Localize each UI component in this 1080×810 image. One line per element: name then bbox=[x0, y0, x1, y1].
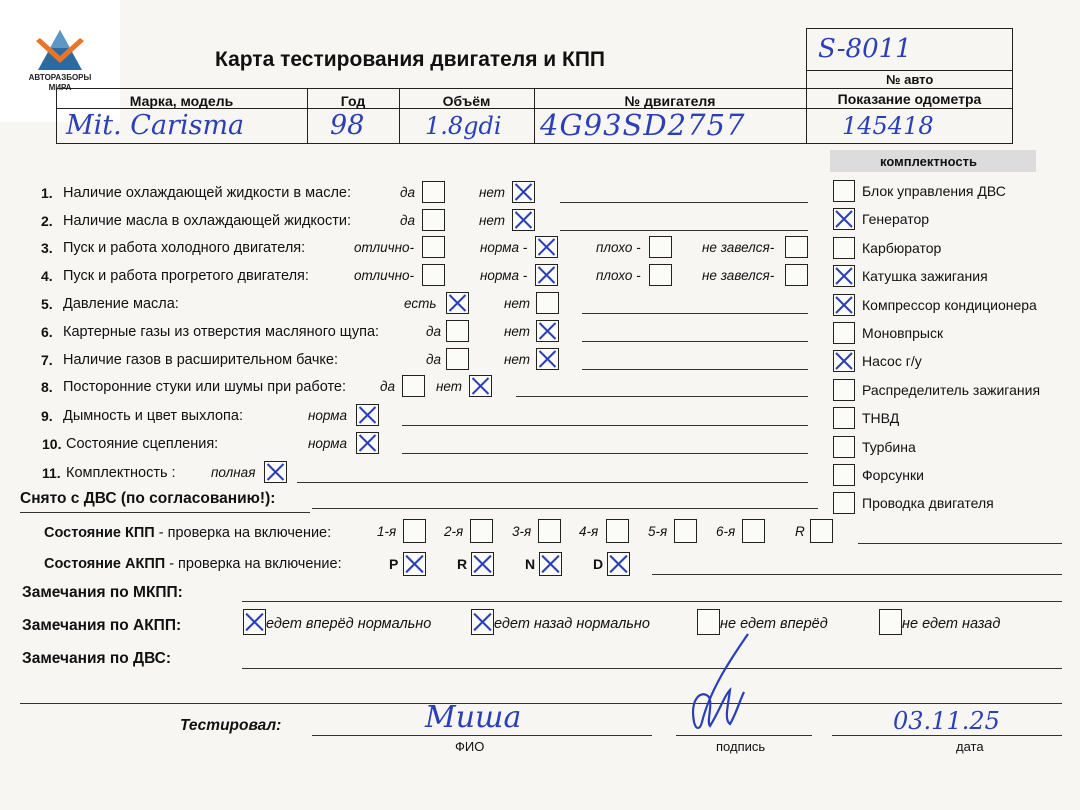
value-volume: 1.8gdi bbox=[425, 112, 502, 140]
completeness-checkbox[interactable] bbox=[833, 379, 855, 401]
check-mark-icon bbox=[513, 182, 534, 202]
akpp-remark-checkbox[interactable] bbox=[243, 609, 266, 635]
option-checkbox[interactable] bbox=[535, 264, 558, 286]
item-label: Состояние сцепления: bbox=[66, 436, 219, 452]
answer-line bbox=[516, 396, 808, 397]
option-label: да bbox=[400, 185, 415, 200]
value-odometer: 145418 bbox=[842, 112, 934, 140]
value-year: 98 bbox=[330, 110, 365, 141]
answer-line bbox=[560, 230, 808, 231]
check-mark-icon bbox=[834, 295, 854, 315]
akpp-label: Состояние АКПП - проверка на включение: bbox=[44, 556, 342, 572]
header-col-volume: Объём bbox=[442, 93, 491, 109]
check-mark-icon bbox=[834, 266, 854, 286]
kpp-gear-label: 4-я bbox=[579, 524, 599, 539]
item-number: 7. bbox=[41, 352, 53, 368]
completeness-item-label: Компрессор кондиционера bbox=[862, 296, 1037, 313]
kpp-gear-label: 5-я bbox=[648, 524, 668, 539]
check-mark-icon bbox=[447, 293, 468, 313]
akpp-remark-label: едет вперёд нормально bbox=[266, 616, 432, 632]
check-mark-icon bbox=[536, 237, 557, 257]
remarks-mkpp-label: Замечания по МКПП: bbox=[22, 584, 183, 601]
item-label: Посторонние стуки или шумы при работе: bbox=[63, 379, 347, 395]
check-mark-icon bbox=[608, 553, 629, 575]
header-col-year: Год bbox=[340, 93, 366, 109]
date-value: 03.11.25 bbox=[893, 707, 1000, 735]
completeness-checkbox[interactable] bbox=[833, 265, 855, 287]
completeness-item-label: Насос г/у bbox=[862, 353, 922, 370]
check-mark-icon bbox=[472, 610, 493, 634]
kpp-gear-checkbox[interactable] bbox=[810, 519, 833, 543]
check-mark-icon bbox=[537, 321, 558, 341]
option-checkbox[interactable] bbox=[422, 209, 445, 231]
akpp-gear-checkbox[interactable] bbox=[539, 552, 562, 576]
completeness-checkbox[interactable] bbox=[833, 208, 855, 230]
check-mark-icon bbox=[265, 462, 286, 482]
kpp-label: Состояние КПП - проверка на включение: bbox=[44, 525, 332, 541]
item-label: Наличие охлаждающей жидкости в масле: bbox=[63, 185, 351, 201]
akpp-remark-checkbox[interactable] bbox=[471, 609, 494, 635]
option-label: полная bbox=[211, 465, 256, 480]
option-label: нет bbox=[504, 296, 531, 311]
item-number: 8. bbox=[41, 379, 53, 395]
option-checkbox[interactable] bbox=[422, 264, 445, 286]
option-label: нет bbox=[436, 379, 463, 394]
remarks-akpp-label: Замечания по АКПП: bbox=[22, 617, 182, 634]
option-checkbox[interactable] bbox=[536, 292, 559, 314]
completeness-item-label: Карбюратор bbox=[862, 239, 942, 256]
completeness-item-label: ТНВД bbox=[862, 410, 900, 427]
kpp-gear-label: R bbox=[795, 524, 805, 539]
item-number: 1. bbox=[41, 185, 53, 201]
check-mark-icon bbox=[244, 610, 265, 634]
completeness-item-label: Распределитель зажигания bbox=[862, 381, 1041, 398]
removed-label: Снято с ДВС (по согласованию!): bbox=[20, 490, 276, 507]
kpp-gear-checkbox[interactable] bbox=[742, 519, 765, 543]
completeness-item-label: Турбина bbox=[862, 438, 916, 455]
option-label: есть bbox=[404, 296, 437, 311]
kpp-gear-label: 2-я bbox=[444, 524, 464, 539]
option-checkbox[interactable] bbox=[785, 264, 808, 286]
option-checkbox[interactable] bbox=[356, 432, 379, 454]
option-label: норма - bbox=[480, 268, 528, 283]
option-label: нет bbox=[504, 352, 531, 367]
option-checkbox[interactable] bbox=[422, 236, 445, 258]
completeness-item-label: Генератор bbox=[862, 211, 930, 228]
option-label: нет bbox=[479, 213, 506, 228]
akpp-remark-label: не едет вперёд bbox=[720, 616, 828, 632]
item-label: Давление масла: bbox=[63, 296, 179, 312]
logo-line1: АВТОРАЗБОРЫ bbox=[28, 73, 92, 82]
option-label: отлично- bbox=[354, 268, 414, 283]
option-checkbox[interactable] bbox=[469, 375, 492, 397]
item-number: 5. bbox=[41, 296, 53, 312]
completeness-checkbox[interactable] bbox=[833, 322, 855, 344]
akpp-gear-label: D bbox=[593, 556, 604, 572]
akpp-gear-label: R bbox=[457, 556, 468, 572]
akpp-gear-checkbox[interactable] bbox=[607, 552, 630, 576]
header-col-engine-number: № двигателя bbox=[624, 93, 716, 109]
option-label: плохо - bbox=[596, 240, 641, 255]
option-checkbox[interactable] bbox=[512, 181, 535, 203]
completeness-checkbox[interactable] bbox=[833, 492, 855, 514]
value-model: Mit. Carisma bbox=[66, 110, 245, 141]
completeness-item-label: Катушка зажигания bbox=[862, 268, 988, 285]
item-number: 3. bbox=[41, 240, 53, 256]
value-engine-number: 4G93SD2757 bbox=[540, 108, 746, 142]
answer-line bbox=[582, 313, 808, 314]
item-label: Дымность и цвет выхлопа: bbox=[63, 408, 243, 424]
kpp-gear-label: 6-я bbox=[716, 524, 736, 539]
akpp-gear-checkbox[interactable] bbox=[403, 552, 426, 576]
option-checkbox[interactable] bbox=[649, 236, 672, 258]
auto-number-value: S-8011 bbox=[818, 34, 912, 64]
signature-caption: подпись bbox=[716, 739, 766, 754]
akpp-remark-checkbox[interactable] bbox=[879, 609, 902, 635]
option-checkbox[interactable] bbox=[356, 404, 379, 426]
option-checkbox[interactable] bbox=[422, 181, 445, 203]
check-mark-icon bbox=[472, 553, 493, 575]
check-mark-icon bbox=[404, 553, 425, 575]
page-title: Карта тестирования двигателя и КПП bbox=[215, 48, 606, 71]
kpp-gear-checkbox[interactable] bbox=[470, 519, 493, 543]
option-label: да bbox=[400, 213, 415, 228]
option-checkbox[interactable] bbox=[649, 264, 672, 286]
check-mark-icon bbox=[513, 210, 534, 230]
option-label: не завелся- bbox=[702, 240, 775, 255]
answer-line bbox=[560, 202, 808, 203]
option-label: нет bbox=[504, 324, 531, 339]
option-label: отлично- bbox=[354, 240, 414, 255]
check-mark-icon bbox=[834, 351, 854, 371]
option-label: нет bbox=[479, 185, 506, 200]
completeness-item-label: Блок управления ДВС bbox=[862, 183, 1006, 199]
header-col-model: Марка, модель bbox=[129, 93, 234, 109]
kpp-gear-checkbox[interactable] bbox=[403, 519, 426, 543]
item-number: 9. bbox=[41, 408, 53, 424]
option-checkbox[interactable] bbox=[446, 348, 469, 370]
answer-line bbox=[402, 425, 808, 426]
tested-label: Тестировал: bbox=[180, 717, 282, 734]
option-checkbox[interactable] bbox=[446, 320, 469, 342]
completeness-item-label: Форсунки bbox=[862, 467, 924, 483]
logo-line2: МИРА bbox=[48, 83, 72, 92]
item-number: 6. bbox=[41, 324, 53, 340]
check-mark-icon bbox=[357, 433, 378, 453]
signature bbox=[660, 630, 780, 740]
option-label: да bbox=[380, 379, 395, 394]
option-label: не завелся- bbox=[702, 268, 775, 283]
completeness-item-label: Моновпрыск bbox=[862, 325, 944, 341]
check-mark-icon bbox=[540, 553, 561, 575]
item-label: Пуск и работа холодного двигателя: bbox=[63, 240, 306, 256]
option-label: плохо - bbox=[596, 268, 641, 283]
check-mark-icon bbox=[470, 376, 491, 396]
completeness-checkbox[interactable] bbox=[833, 407, 855, 429]
option-checkbox[interactable] bbox=[785, 236, 808, 258]
date-caption: дата bbox=[956, 739, 984, 754]
akpp-gear-label: P bbox=[389, 556, 399, 572]
completeness-checkbox[interactable] bbox=[833, 350, 855, 372]
answer-line bbox=[582, 369, 808, 370]
option-label: да bbox=[426, 352, 441, 367]
item-number: 10. bbox=[42, 436, 62, 452]
option-checkbox[interactable] bbox=[536, 320, 559, 342]
kpp-gear-checkbox[interactable] bbox=[538, 519, 561, 543]
option-label: норма bbox=[308, 436, 348, 451]
kpp-gear-label: 3-я bbox=[512, 524, 532, 539]
remarks-dvs-label: Замечания по ДВС: bbox=[22, 650, 172, 667]
option-checkbox[interactable] bbox=[536, 348, 559, 370]
option-checkbox[interactable] bbox=[535, 236, 558, 258]
item-label: Картерные газы из отверстия масляного щупа: bbox=[63, 324, 380, 340]
item-label: Наличие масла в охлаждающей жидкости: bbox=[63, 213, 351, 229]
completeness-checkbox[interactable] bbox=[833, 464, 855, 486]
option-checkbox[interactable] bbox=[264, 461, 287, 483]
answer-line bbox=[297, 482, 808, 483]
check-mark-icon bbox=[536, 265, 557, 285]
kpp-gear-checkbox[interactable] bbox=[674, 519, 697, 543]
option-label: да bbox=[426, 324, 441, 339]
tester-name: Миша bbox=[425, 700, 522, 735]
answer-line bbox=[582, 341, 808, 342]
akpp-gear-checkbox[interactable] bbox=[471, 552, 494, 576]
fio-caption: ФИО bbox=[455, 739, 485, 754]
akpp-gear-label: N bbox=[525, 556, 536, 572]
akpp-remark-label: едет назад нормально bbox=[494, 616, 650, 632]
completeness-item-label: Проводка двигателя bbox=[862, 495, 994, 512]
check-mark-icon bbox=[537, 349, 558, 369]
completeness-checkbox[interactable] bbox=[833, 436, 855, 458]
item-label: Пуск и работа прогретого двигателя: bbox=[63, 268, 309, 284]
completeness-checkbox[interactable] bbox=[833, 237, 855, 259]
completeness-title: комплектность bbox=[880, 154, 977, 169]
option-checkbox[interactable] bbox=[446, 292, 469, 314]
completeness-checkbox[interactable] bbox=[833, 180, 855, 202]
item-label: Комплектность : bbox=[66, 465, 176, 481]
option-checkbox[interactable] bbox=[512, 209, 535, 231]
item-number: 2. bbox=[41, 213, 53, 229]
item-number: 11. bbox=[42, 465, 61, 481]
option-checkbox[interactable] bbox=[402, 375, 425, 397]
item-label: Наличие газов в расширительном бачке: bbox=[63, 352, 339, 368]
option-label: норма - bbox=[480, 240, 528, 255]
item-number: 4. bbox=[41, 268, 53, 284]
kpp-gear-label: 1-я bbox=[377, 524, 397, 539]
answer-line bbox=[402, 453, 808, 454]
akpp-remark-label: не едет назад bbox=[902, 616, 1001, 632]
check-mark-icon bbox=[357, 405, 378, 425]
kpp-gear-checkbox[interactable] bbox=[606, 519, 629, 543]
auto-number-label: № авто bbox=[886, 72, 934, 87]
check-mark-icon bbox=[834, 209, 854, 229]
completeness-checkbox[interactable] bbox=[833, 294, 855, 316]
option-label: норма bbox=[308, 408, 348, 423]
header-col-odometer: Показание одометра bbox=[837, 91, 982, 107]
